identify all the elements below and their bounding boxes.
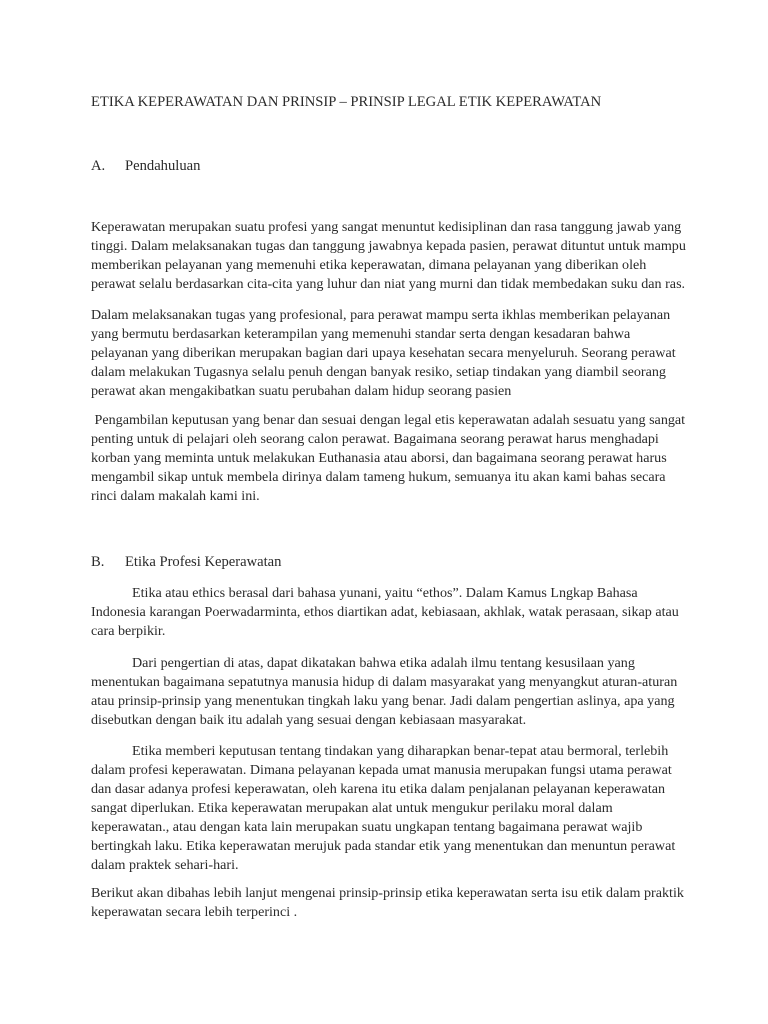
paragraph-line: tinggi. Dalam melaksanakan tugas dan tanggung jawabnya kepada pasien, perawat dituntut untuk mampu — [91, 238, 686, 254]
paragraph-line: memberikan pelayanan yang memenuhi etika keperawatan, dimana pelayanan yang diberikan oleh — [91, 257, 647, 273]
paragraph-line: dalam praktek sehari-hari. — [91, 857, 239, 873]
paragraph-line: Etika atau ethics berasal dari bahasa yunani, yaitu “ethos”. Dalam Kamus Lngkap Bahasa — [132, 585, 638, 601]
paragraph-line: dalam melakukan Tugasnya selalu penuh dengan banyak resiko, setiap tindakan yang diambil seorang — [91, 364, 666, 380]
paragraph-line: Dari pengertian di atas, dapat dikatakan bahwa etika adalah ilmu tentang kesusilaan yang — [132, 655, 635, 671]
paragraph-line: keperawatan., atau dengan kata lain merupakan suatu ungkapan tentang bagaimana perawat wajib — [91, 819, 643, 835]
paragraph — [91, 306, 681, 401]
paragraph-line: Keperawatan merupakan suatu profesi yang sangat menuntut kedisiplinan dan rasa tanggung jawab yang — [91, 219, 682, 235]
paragraph-line: mengambil sikap untuk membela dirinya dalam tameng hukum, semuanya itu akan kami bahas secara — [91, 469, 666, 485]
paragraph-line: sangat diperlukan. Etika keperawatan merupakan alat untuk mengukur perilaku moral dalam — [91, 800, 613, 816]
paragraph-line: Berikut akan dibahas lebih lanjut mengenai prinsip-prinsip etika keperawatan serta isu etik dalam praktik — [91, 885, 684, 901]
paragraph — [91, 742, 681, 875]
paragraph-line: penting untuk di pelajari oleh seorang calon perawat. Bagaimana seorang perawat harus menghadapi — [91, 431, 659, 447]
paragraph-line: dalam profesi keperawatan. Dimana pelayanan kepada umat manusia merupakan fungsi utama perawat — [91, 762, 672, 778]
paragraph-line: keperawatan secara lebih terperinci . — [91, 904, 298, 920]
paragraph-line: disebutkan dengan baik itu adalah yang sesuai dengan kebiasaan masyarakat. — [91, 712, 527, 728]
paragraph-line: rinci dalam makalah kami ini. — [91, 488, 260, 504]
paragraph-line: Dalam melaksanakan tugas yang profesional, para perawat mampu serta ikhlas memberikan pelayanan — [91, 307, 671, 323]
section-heading-etika-profesi — [91, 553, 281, 571]
paragraph — [91, 411, 686, 506]
paragraph-line: dan dasar adanya profesi keperawatan, oleh karena itu etika dalam penjalanan pelayanan keperawatan — [91, 781, 666, 797]
paragraph-line: Pengambilan keputusan yang benar dan sesuai dengan legal etis keperawatan adalah sesuatu yang sangat — [91, 412, 686, 428]
paragraph-line: Etika memberi keputusan tentang tindakan yang diharapkan benar-tepat atau bermoral, terlebih — [132, 743, 669, 759]
section-number: B. — [91, 554, 105, 570]
paragraph — [91, 584, 681, 641]
section-heading-pendahuluan — [91, 157, 200, 175]
section-title: Pendahuluan — [125, 158, 201, 174]
paragraph-line: perawat selalu berdasarkan cita-cita yang luhur dan niat yang murni dan tidak membedakan suku dan ras. — [91, 276, 686, 292]
paragraph-line: atau prinsip-prinsip yang menentukan tingkah laku yang benar. Jadi dalam pengertian aslinya, apa yang — [91, 693, 675, 709]
paragraph-line: pelayanan yang diberikan merupakan bagian dari upaya kesehatan secara menyeluruh. Seorang perawat — [91, 345, 676, 361]
paragraph-line: korban yang meminta untuk melakukan Euthanasia atau aborsi, dan bagaimana seorang perawat harus — [91, 450, 667, 466]
paragraph-line: menentukan bagaimana sepatutnya manusia hidup di dalam masyarakat yang menyangkut aturan-aturan — [91, 674, 678, 690]
paragraph-line: perawat akan mengakibatkan suatu perubahan dalam hidup seorang pasien — [91, 383, 512, 399]
section-number: A. — [91, 158, 106, 174]
section-title: Etika Profesi Keperawatan — [125, 554, 282, 570]
paragraph-line: yang bermutu berdasarkan keterampilan yang memenuhi standar serta dengan kesadaran bahwa — [91, 326, 631, 342]
paragraph-line: bertingkah laku. Etika keperawatan merujuk pada standar etik yang menentukan dan menuntun perawat — [91, 838, 676, 854]
paragraph-line: cara berpikir. — [91, 623, 166, 639]
paragraph — [91, 218, 686, 294]
document-title: ETIKA KEPERAWATAN DAN PRINSIP – PRINSIP LEGAL ETIK KEPERAWATAN — [91, 94, 602, 110]
paragraph — [91, 884, 684, 922]
paragraph — [91, 654, 681, 730]
paragraph-line: Indonesia karangan Poerwadarminta, ethos diartikan adat, kebiasaan, akhlak, watak perasaan, sikap atau — [91, 604, 679, 620]
